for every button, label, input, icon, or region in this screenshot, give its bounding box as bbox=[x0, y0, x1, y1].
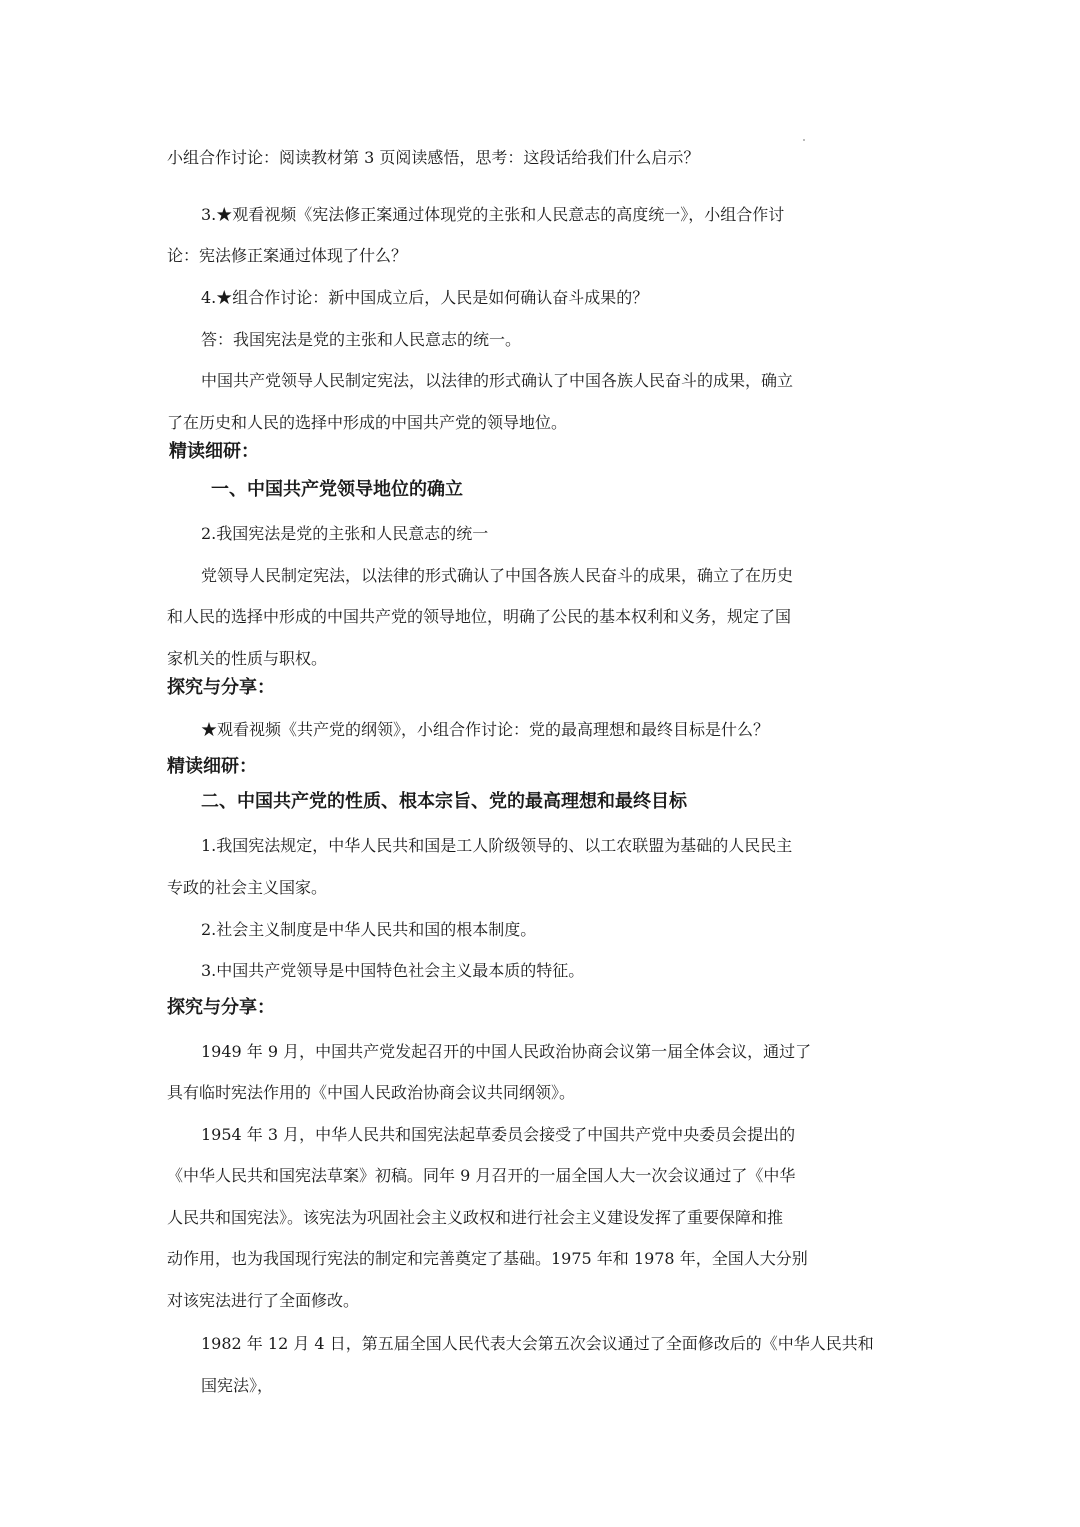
text-line: 中国共产党领导人民制定宪法，以法律的形式确认了中国各族人民奋斗的成果，确立 bbox=[201, 371, 794, 390]
text-line: 党领导人民制定宪法，以法律的形式确认了中国各族人民奋斗的成果，确立了在历史 bbox=[201, 566, 794, 585]
text-line: ★观看视频《共产党的纲领》，小组合作讨论：党的最高理想和最终目标是什么？ bbox=[201, 720, 770, 739]
text-line: 小组合作讨论：阅读教材第 3 页阅读感悟，思考：这段话给我们什么启示？ bbox=[167, 148, 700, 167]
text-line: 2.社会主义制度是中华人民共和国的根本制度。 bbox=[201, 920, 537, 939]
section-title-1: 一、中国共产党领导地位的确立 bbox=[211, 479, 463, 500]
section-heading-explore-share: 探究与分享： bbox=[167, 997, 275, 1018]
text-line: 论：宪法修正案通过体现了什么？ bbox=[167, 246, 408, 265]
text-line: 国宪法》， bbox=[201, 1376, 274, 1395]
text-line: 答：我国宪法是党的主张和人民意志的统一。 bbox=[201, 330, 522, 349]
scan-artifact-dot bbox=[803, 139, 805, 141]
text-line: 1982 年 12 月 4 日，第五届全国人民代表大会第五次会议通过了全面修改后的《中华人民共和 bbox=[201, 1334, 874, 1353]
text-line: 3.★观看视频《宪法修正案通过体现党的主张和人民意志的高度统一》，小组合作讨 bbox=[201, 205, 785, 224]
text-line: 专政的社会主义国家。 bbox=[167, 878, 328, 897]
text-line: 2.我国宪法是党的主张和人民意志的统一 bbox=[201, 524, 489, 543]
text-line: 4.★组合作讨论：新中国成立后，人民是如何确认奋斗成果的？ bbox=[201, 288, 649, 307]
text-line: 家机关的性质与职权。 bbox=[167, 649, 328, 668]
section-heading-explore-share: 探究与分享： bbox=[167, 677, 275, 698]
text-line: 1949 年 9 月，中国共产党发起召开的中国人民政治协商会议第一届全体会议，通过了 bbox=[201, 1042, 812, 1061]
text-line: 了在历史和人民的选择中形成的中国共产党的领导地位。 bbox=[167, 413, 568, 432]
text-line: 1954 年 3 月，中华人民共和国宪法起草委员会接受了中国共产党中央委员会提出的 bbox=[201, 1125, 796, 1144]
text-line: 《中华人民共和国宪法草案》初稿。同年 9 月召开的一届全国人大一次会议通过了《中华 bbox=[167, 1166, 796, 1185]
section-heading-close-reading: 精读细研： bbox=[167, 756, 257, 777]
text-line: 动作用，也为我国现行宪法的制定和完善奠定了基础。1975 年和 1978 年，全国人大分别 bbox=[167, 1249, 808, 1268]
text-line: 3.中国共产党领导是中国特色社会主义最本质的特征。 bbox=[201, 961, 585, 980]
text-line: 对该宪法进行了全面修改。 bbox=[167, 1291, 360, 1310]
section-heading-close-reading: 精读细研： bbox=[169, 441, 259, 462]
text-line: 人民共和国宪法》。该宪法为巩固社会主义政权和进行社会主义建设发挥了重要保障和推 bbox=[167, 1208, 784, 1227]
text-line: 和人民的选择中形成的中国共产党的领导地位，明确了公民的基本权利和义务，规定了国 bbox=[167, 607, 792, 626]
text-line: 具有临时宪法作用的《中国人民政治协商会议共同纲领》。 bbox=[167, 1083, 576, 1102]
text-line: 1.我国宪法规定，中华人民共和国是工人阶级领导的、以工农联盟为基础的人民民主 bbox=[201, 836, 793, 855]
section-title-2: 二、中国共产党的性质、根本宗旨、党的最高理想和最终目标 bbox=[201, 791, 687, 812]
